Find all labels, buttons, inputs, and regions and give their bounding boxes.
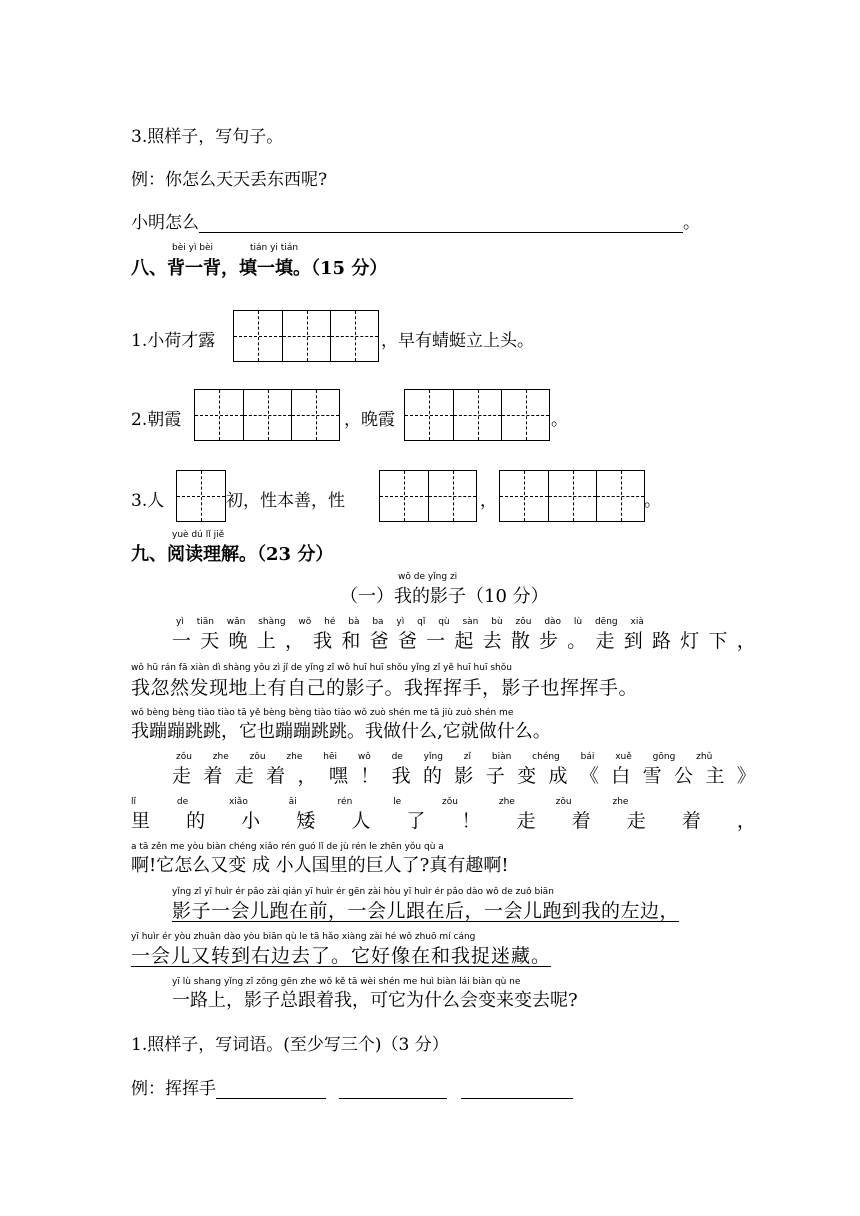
p2-text: 我忽然发现地上有自己的影子。我挥挥手，影子也挥挥手。 (131, 677, 639, 699)
passage-char: 散 (510, 630, 530, 652)
passage-char: 影 (454, 765, 474, 787)
passage-char: 人 (351, 810, 371, 832)
passage-char: 子 (485, 765, 505, 787)
passage-char: 和 (341, 630, 361, 652)
passage-char: 爸 (369, 630, 389, 652)
s8-item3-grid-a[interactable] (176, 470, 226, 522)
grid-cell[interactable] (380, 471, 428, 521)
grid-cell[interactable] (195, 390, 243, 440)
s8-item3-mid: 初，性本善，性 (226, 491, 345, 511)
passage-char: 着 (203, 765, 223, 787)
answer-blank-3[interactable] (461, 1080, 573, 1099)
passage-char: 着 (266, 765, 286, 787)
s8-item2-pre: 2.朝霞 (131, 410, 182, 430)
passage-char: 下 (708, 630, 728, 652)
grid-cell[interactable] (282, 311, 330, 361)
passage-char: 矮 (296, 810, 316, 832)
passage-char: 走 (626, 810, 646, 832)
passage-char: 去 (482, 630, 502, 652)
passage-title-pinyin: wǒ de yǐng zi (398, 572, 458, 582)
passage-char: 步 (539, 630, 559, 652)
passage-char: 嘿 (328, 765, 348, 787)
p7-text: 影子一会儿跑在前，一会儿跟在后，一会儿跑到我的左边， (172, 900, 680, 922)
p9-pinyin: yī lù shang yǐng zǐ zǒng gēn zhe wǒ kě tā wèi shén me huì biàn lái biàn qù ne (172, 977, 521, 987)
passage-char: ！ (461, 810, 481, 832)
s8-item2-grid-b[interactable] (404, 389, 550, 441)
q3-title: 3.照样子，写句子。 (131, 127, 284, 147)
grid-cell[interactable] (177, 471, 225, 521)
passage-char: 主 (705, 765, 725, 787)
passage-char: 一 (426, 630, 446, 652)
passage-char: 到 (623, 630, 643, 652)
s8-item3-end: 。 (644, 491, 661, 511)
grid-cell[interactable] (500, 471, 548, 521)
passage-char: 起 (454, 630, 474, 652)
section9-pinyin: yuè dú lǐ jiě (172, 530, 225, 540)
s8-item3-grid-b[interactable] (379, 470, 477, 522)
p7-pinyin: yǐng zǐ yī huìr ér pǎo zài qián yī huìr ér gēn zài hòu yī huìr ér pǎo dào wǒ de zuǒ biān (172, 887, 554, 897)
p8-text: 一会儿又转到右边去了。它好像在和我捉迷藏。 (131, 945, 552, 967)
passage-char: ， (297, 765, 317, 787)
grid-cell[interactable] (596, 471, 644, 521)
passage-char: 变 (517, 765, 537, 787)
passage-char: 上 (256, 630, 276, 652)
passage-char: 天 (200, 630, 220, 652)
s8-item1-pre: 1.小荷才露 (131, 331, 216, 351)
passage-char: 走 (516, 810, 536, 832)
passage-char: ， (284, 630, 304, 652)
grid-cell[interactable] (330, 311, 378, 361)
passage-char: 我 (313, 630, 333, 652)
passage-char: 路 (651, 630, 671, 652)
passage-char: 雪 (642, 765, 662, 787)
section9-title: 九、阅读理解。（23 分） (131, 544, 334, 565)
grid-cell[interactable] (291, 390, 339, 440)
answer-blank-1[interactable] (216, 1080, 326, 1099)
s8-item3-comma: ， (480, 491, 497, 511)
q3-answer-blank[interactable] (199, 214, 683, 233)
q3-end: 。 (683, 213, 700, 233)
passage-char: 成 (548, 765, 568, 787)
passage-char: 小 (241, 810, 261, 832)
s8-item3-grid-c[interactable] (499, 470, 645, 522)
grid-cell[interactable] (453, 390, 501, 440)
q3-answer-row (131, 208, 700, 233)
p1-pinyin: yì tiān wǎn shàng wǒ hé bà ba yì qǐ qù sàn bù zǒu dào lù dēng xià (176, 617, 644, 627)
passage-char: 灯 (680, 630, 700, 652)
section8-title: 八、背一背，填一填。（15 分） (131, 258, 388, 279)
p5-pinyin: lǐ de xiǎo ǎi rén le zǒu zhe zǒu zhe (131, 797, 629, 807)
passage-char: 着 (681, 810, 701, 832)
q3-prompt: 小明怎么 (131, 213, 199, 233)
passage-char: 》 (736, 765, 756, 787)
p3-pinyin: wǒ bèng bèng tiào tiào tā yě bèng bèng tiào tiào wǒ zuò shén me tā jiù zuò shén me (131, 708, 514, 718)
p6-pinyin: a tā zěn me yòu biàn chéng xiǎo rén guó lǐ de jù rén le zhēn yǒu qù a (131, 842, 444, 852)
passage-char: 《 (579, 765, 599, 787)
s8-item1-grid[interactable] (233, 310, 379, 362)
passage-char: 走 (172, 765, 192, 787)
section8-pinyin-b: tián yi tián (250, 243, 299, 253)
passage-char: 我 (391, 765, 411, 787)
passage-char: ， (736, 630, 756, 652)
passage-char: 的 (423, 765, 443, 787)
answer-blank-2[interactable] (339, 1080, 447, 1099)
passage-char: 走 (595, 630, 615, 652)
grid-cell[interactable] (501, 390, 549, 440)
p9-text: 一路上，影子总跟着我，可它为什么会变来变去呢? (172, 990, 578, 1011)
p2-pinyin: wǒ hū rán fā xiàn dì shàng yǒu zì jǐ de yǐng zǐ wǒ huī huī shǒu yǐng zǐ yě huī huī shǒu (131, 663, 512, 673)
passage-char: 里 (131, 810, 151, 832)
s8-item1-post: ，早有蜻蜓立上头。 (381, 331, 534, 351)
s8-item3-pre: 3.人 (131, 491, 165, 511)
grid-cell[interactable] (428, 471, 476, 521)
passage-char: 公 (674, 765, 694, 787)
passage-char: 着 (571, 810, 591, 832)
p5-text (131, 806, 756, 833)
s9-q1-row (131, 1074, 573, 1099)
passage-char: ！ (360, 765, 380, 787)
passage-char: ， (736, 810, 756, 832)
passage-char: 的 (186, 810, 206, 832)
section8-pinyin-a: bèi yì bèi (172, 243, 214, 253)
s9-q1-title: 1.照样子，写词语。(至少写三个)（3 分） (131, 1035, 449, 1055)
s8-item2-mid: ，晚霞 (344, 410, 395, 430)
passage-title: （一）我的影子（10 分） (340, 586, 549, 607)
passage-char: 爸 (397, 630, 417, 652)
passage-char: 白 (611, 765, 631, 787)
p4-text (172, 761, 756, 788)
q3-example: 例：你怎么天天丢东西呢? (131, 170, 328, 190)
grid-cell[interactable] (234, 311, 282, 361)
p1-text (172, 626, 756, 653)
s8-item2-grid-a[interactable] (194, 389, 340, 441)
s8-item2-end: 。 (551, 410, 568, 430)
passage-char: 。 (567, 630, 587, 652)
passage-char: 晚 (228, 630, 248, 652)
s9-q1-example: 例：挥挥手 (131, 1079, 216, 1099)
p6-text: 啊!它怎么又变 成 小人国里的巨人了?真有趣啊! (131, 855, 509, 876)
grid-cell[interactable] (405, 390, 453, 440)
passage-char: 走 (234, 765, 254, 787)
p8-pinyin: yī huìr ér yòu zhuǎn dào yòu biān qù le tā hǎo xiàng zài hé wǒ zhuō mí cáng (131, 932, 476, 942)
passage-char: 一 (172, 630, 192, 652)
p3-text: 我蹦蹦跳跳，它也蹦蹦跳跳。我做什么,它就做什么。 (131, 721, 551, 742)
passage-char: 了 (406, 810, 426, 832)
grid-cell[interactable] (548, 471, 596, 521)
p4-pinyin: zǒu zhe zǒu zhe hēi wǒ de yǐng zǐ biàn chéng bái xuě gōng zhǔ (176, 752, 713, 762)
grid-cell[interactable] (243, 390, 291, 440)
